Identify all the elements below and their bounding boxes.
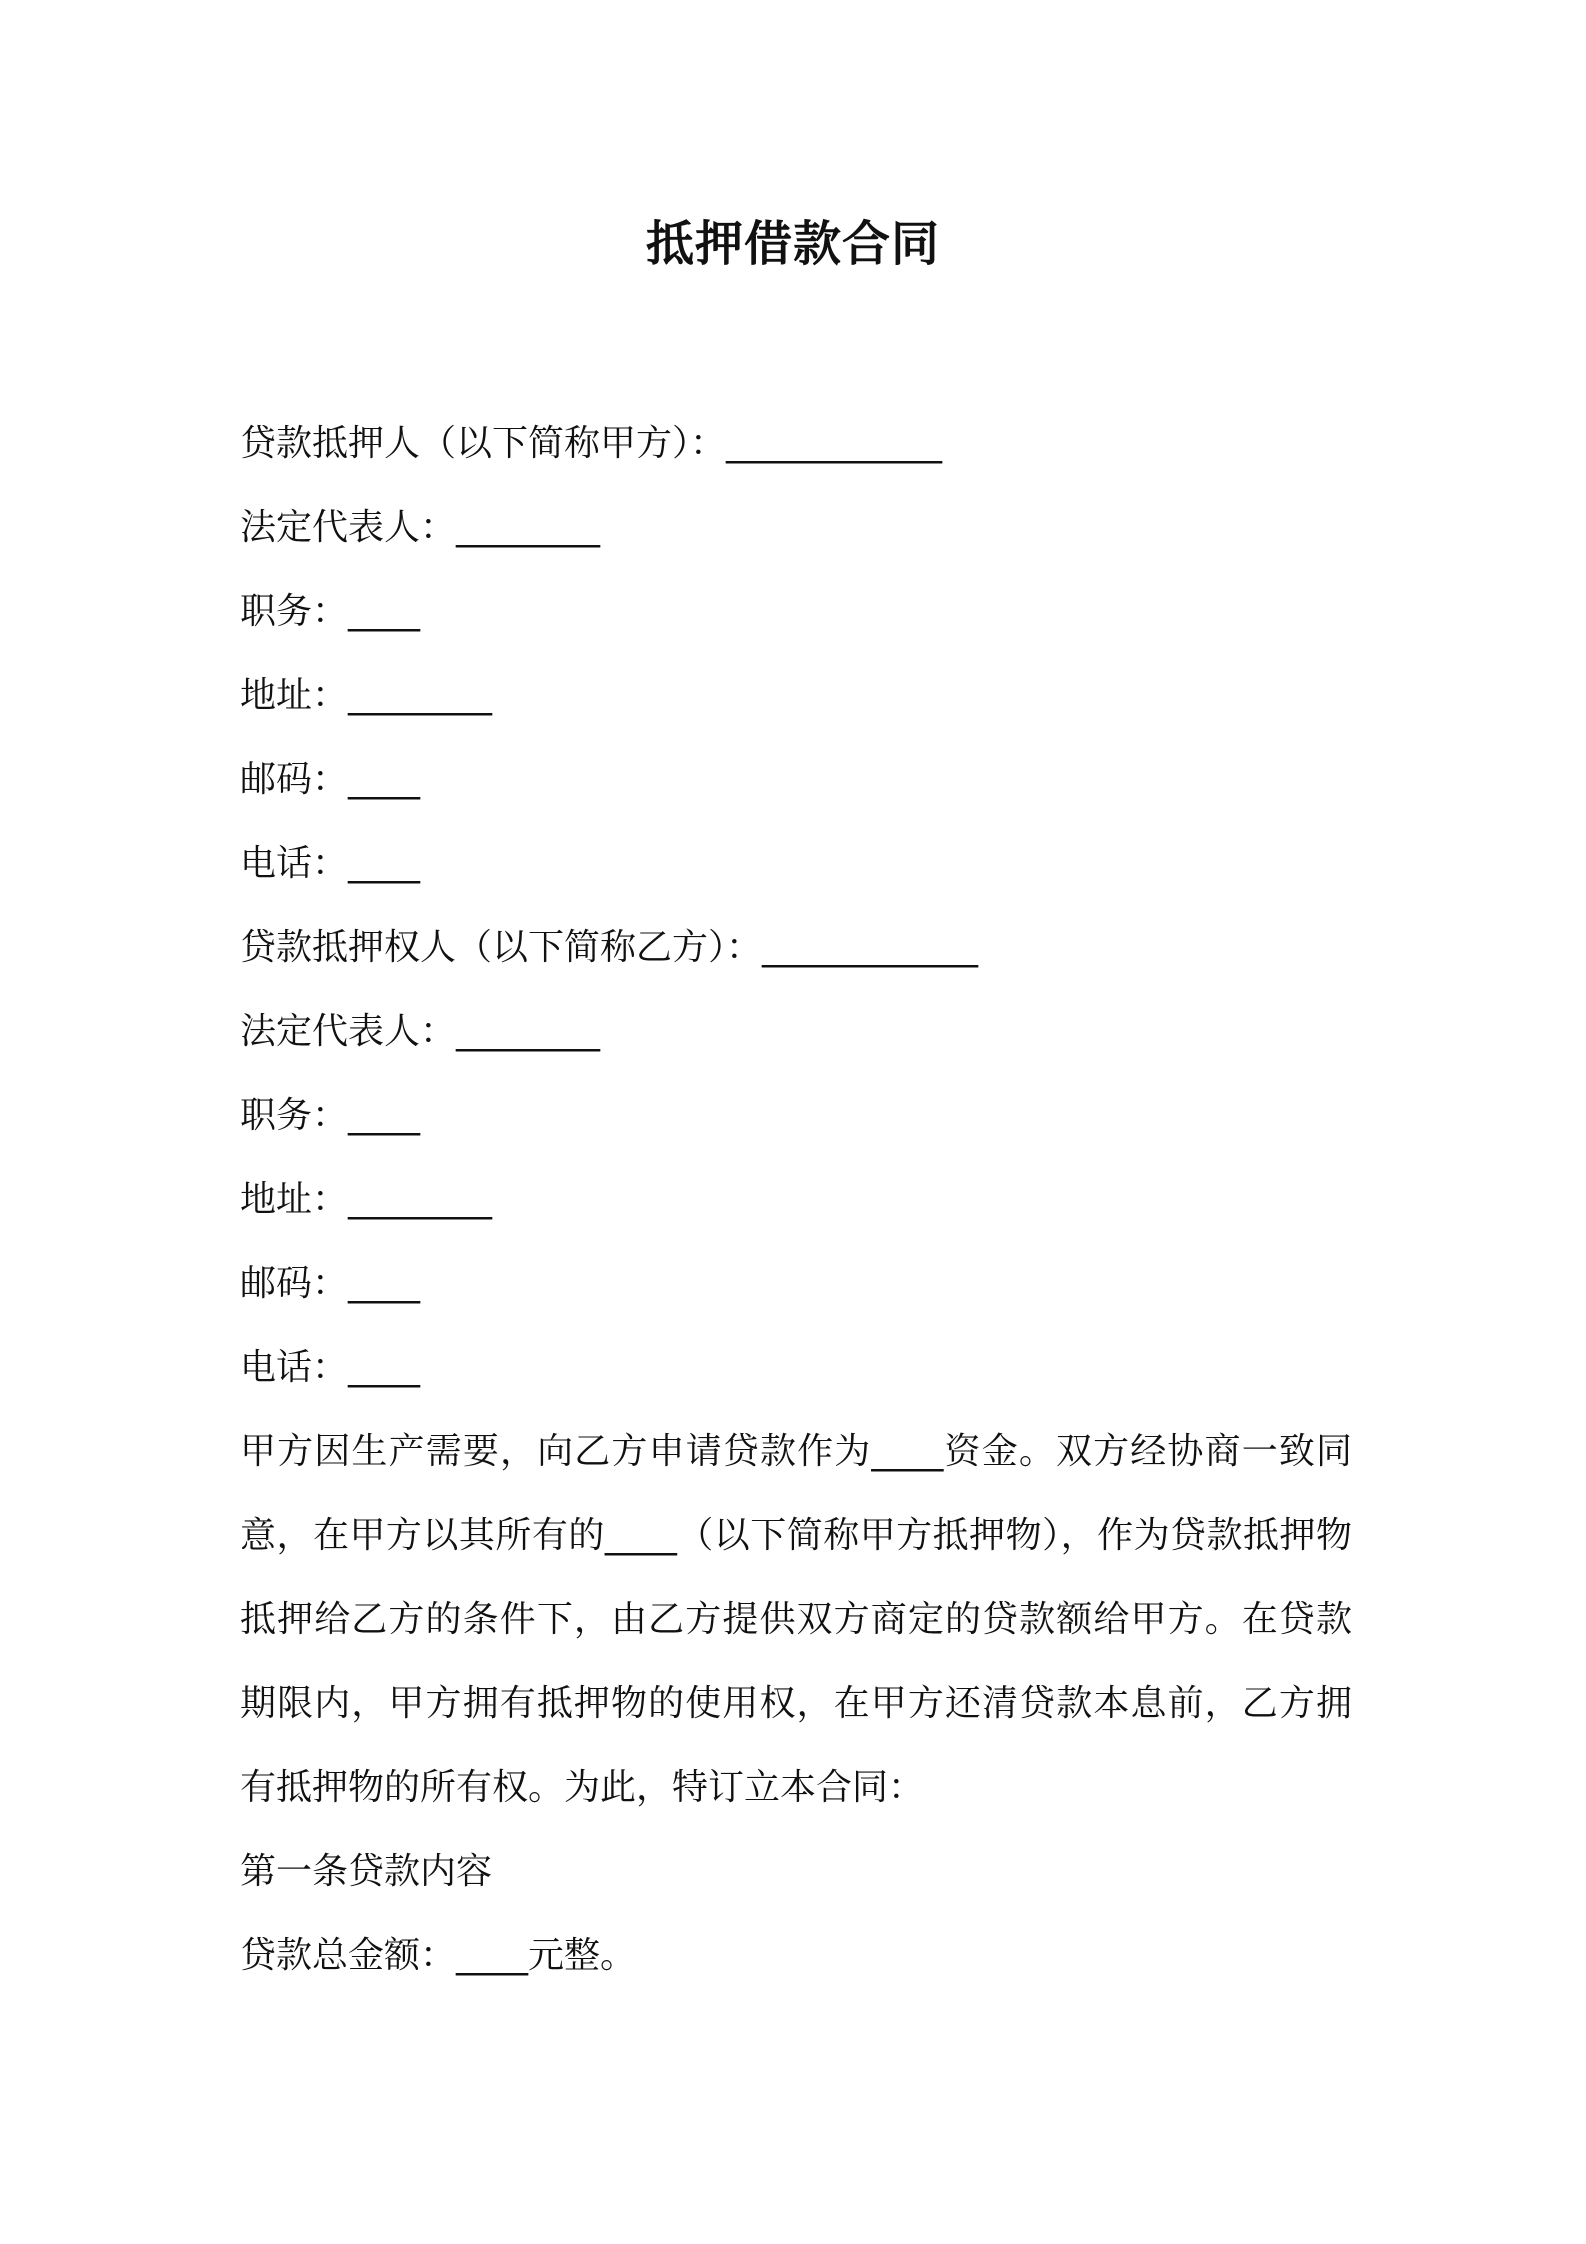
loan-total-line: 贷款总金额：____元整。 (240, 1935, 637, 1976)
preamble-paragraph: 甲方因生产需要，向乙方申请贷款作为____资金。双方经协商一致同意，在甲方以其所有的____（以下简称甲方抵押物），作为贷款抵押物抵押给乙方的条件下，由乙方提供双方商定的贷款额给甲方。在贷款期限内，甲方拥有抵押物的使用权，在甲方还清贷款本息前，乙方拥有抵押物的所有权。为此，特订立本合同： (240, 1431, 1352, 1808)
party-b-phone-line: 电话：____ (240, 1347, 421, 1388)
party-a-borrower-line: 贷款抵押人（以下简称甲方）：____________ (240, 423, 943, 464)
party-a-phone-line: 电话：____ (240, 843, 421, 884)
party-a-legal-rep-line: 法定代表人：________ (240, 507, 601, 548)
party-b-position-line: 职务：____ (240, 1095, 421, 1136)
party-a-position-line: 职务：____ (240, 591, 421, 632)
party-b-postcode-line: 邮码：____ (240, 1263, 421, 1304)
party-b-legal-rep-line: 法定代表人：________ (240, 1011, 601, 1052)
party-a-postcode-line: 邮码：____ (240, 759, 421, 800)
document-body (240, 402, 1352, 1998)
party-b-lender-line: 贷款抵押权人（以下简称乙方）：____________ (240, 927, 979, 968)
party-a-address-line: 地址：________ (240, 675, 493, 716)
party-b-address-line: 地址：________ (240, 1179, 493, 1220)
article-1-heading: 第一条贷款内容 (240, 1851, 493, 1892)
document-title: 抵押借款合同 (645, 216, 940, 272)
